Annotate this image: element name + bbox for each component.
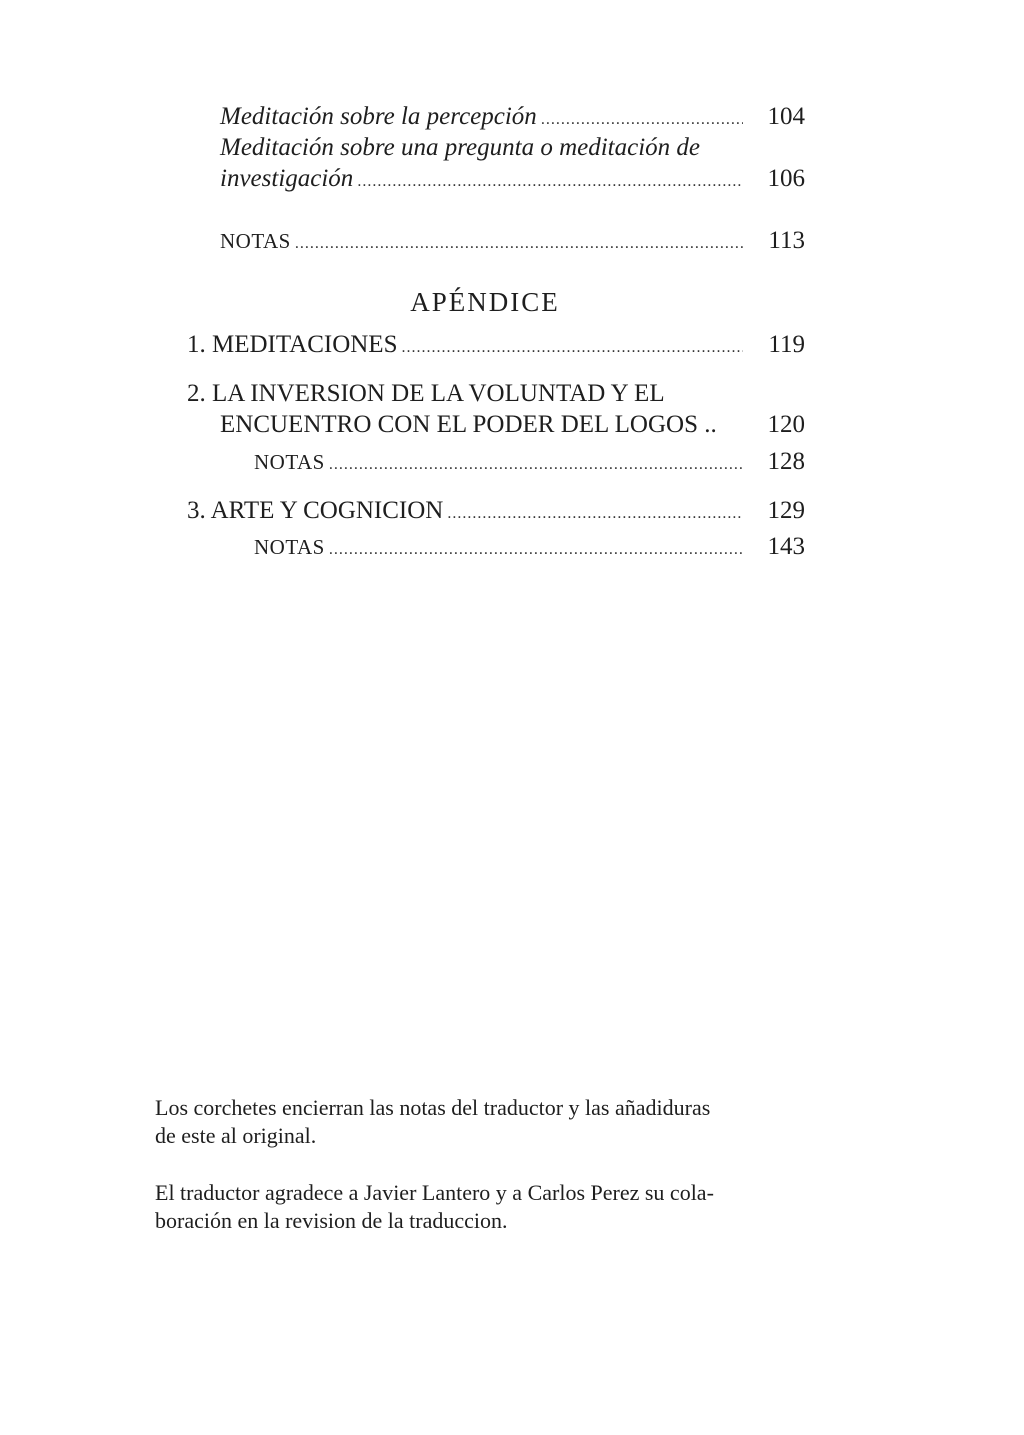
- toc-page-number: 129: [767, 497, 805, 524]
- toc-page-number: 128: [767, 448, 805, 475]
- toc-entry-arte: [187, 496, 805, 529]
- toc-page-number: 119: [768, 331, 805, 358]
- toc-entry-label: NOTAS: [254, 450, 325, 474]
- dot-leader: [295, 229, 743, 259]
- toc-entry-notas: [220, 226, 805, 259]
- toc-entry-meditacion-pregunta: [220, 164, 805, 197]
- toc-entry-label: Meditación sobre la percepción: [220, 103, 537, 130]
- toc-entry-arte-notas: [254, 532, 805, 565]
- toc-page-number: 143: [767, 533, 805, 560]
- toc-entry-label: NOTAS: [254, 535, 325, 559]
- dot-leader: [357, 167, 743, 197]
- toc-entry-inversion-line1: 2. LA INVERSION DE LA VOLUNTAD Y EL: [187, 380, 665, 407]
- toc-entry-inversion-notas: [254, 447, 805, 480]
- toc-entry-label: investigación: [220, 165, 354, 192]
- translator-note-brackets: [155, 1094, 825, 1150]
- note-line: boración en la revision de la traduccion.: [155, 1208, 508, 1233]
- toc-entry-label: 1. MEDITACIONES: [187, 331, 398, 358]
- toc-entry-meditacion-percepcion: [220, 102, 805, 135]
- note-line: de este al original.: [155, 1123, 317, 1148]
- toc-entry-label: NOTAS: [220, 229, 291, 253]
- dot-leader: [541, 105, 743, 135]
- appendix-heading: APÉNDICE: [410, 287, 560, 317]
- toc-page-number: 106: [767, 165, 805, 192]
- toc-entry-meditacion-pregunta-line1: Meditación sobre una pregunta o meditación de: [220, 134, 701, 161]
- note-line: El traductor agradece a Javier Lantero y a Carlos Perez su cola-: [155, 1180, 714, 1205]
- dot-leader: [329, 535, 743, 565]
- note-line: Los corchetes encierran las notas del traductor y las añadiduras: [155, 1095, 711, 1120]
- dot-leader: [447, 499, 743, 529]
- toc-page-number: 120: [767, 411, 805, 438]
- toc-page-number: 104: [767, 103, 805, 130]
- toc-entry-inversion: [220, 410, 805, 440]
- dot-leader: [402, 333, 744, 363]
- translator-acknowledgement: [155, 1179, 825, 1235]
- dot-leader: [329, 450, 743, 480]
- toc-entry-label: ENCUENTRO CON EL PODER DEL LOGOS ..: [220, 411, 717, 438]
- toc-page-number: 113: [768, 227, 805, 254]
- toc-entry-label: 3. ARTE Y COGNICION: [187, 497, 444, 524]
- toc-entry-meditaciones: [187, 330, 805, 363]
